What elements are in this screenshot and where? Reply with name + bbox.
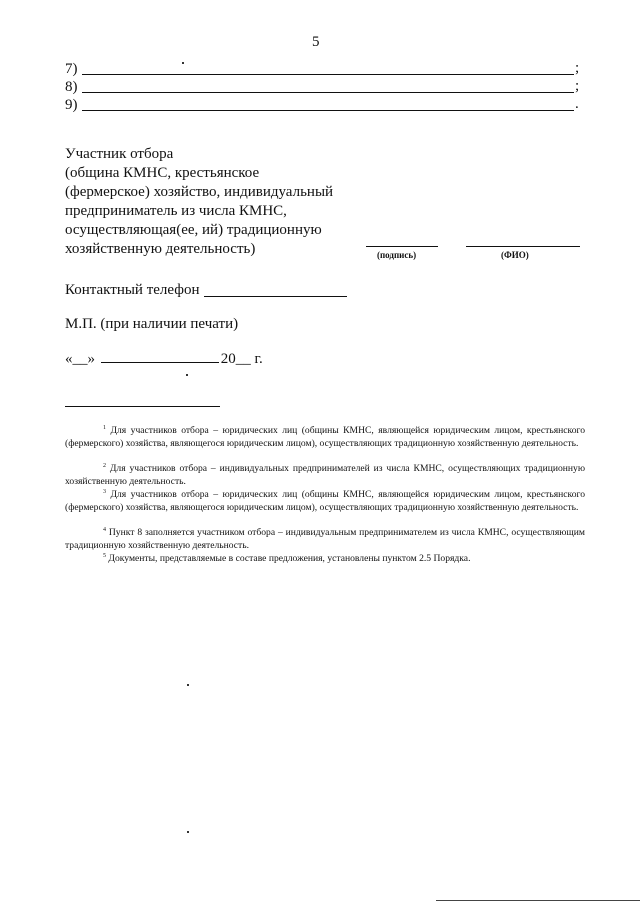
scan-edge-line	[436, 900, 640, 901]
participant-line: предприниматель из числа КМНС,	[65, 203, 287, 219]
item-number: 8)	[65, 79, 78, 95]
participant-line: хозяйственную деятельность)	[65, 241, 256, 257]
footnote-number: 2	[103, 462, 106, 469]
footnote	[65, 488, 585, 514]
scan-speck	[182, 62, 184, 64]
page-number: 5	[312, 34, 320, 50]
footnote	[65, 552, 585, 565]
footnote-number: 1	[103, 424, 106, 431]
date-open-quote: «	[65, 351, 73, 367]
item-terminator: .	[575, 96, 579, 112]
participant-line: Участник отбора	[65, 146, 174, 162]
fill-line	[82, 110, 574, 111]
date-year-suffix: г.	[254, 351, 263, 367]
footnote	[65, 424, 585, 450]
footnote-number: 4	[103, 526, 106, 533]
participant-line: (фермерское) хозяйство, индивидуальный	[65, 184, 334, 200]
footnote-separator	[65, 406, 220, 407]
signature-caption: (подпись)	[377, 250, 417, 260]
date-close-quote: »	[87, 351, 95, 367]
name-line	[466, 246, 580, 247]
footnote	[65, 462, 585, 488]
item-terminator: ;	[575, 60, 580, 76]
contact-phone-line	[204, 296, 347, 297]
date-line	[65, 350, 263, 368]
footnote-text: Для участников отбора – индивидуальных предпринимателей из числа КМНС, осуществляющих традиционную хозяйственную деятельность.	[65, 463, 585, 487]
stamp-label: М.П. (при наличии печати)	[65, 316, 239, 332]
scan-speck	[187, 831, 189, 833]
date-year-prefix: 20	[220, 351, 236, 367]
participant-block	[65, 145, 365, 259]
name-caption: (ФИО)	[501, 250, 529, 260]
footnote-number: 3	[103, 488, 106, 495]
footnote-number: 5	[103, 552, 106, 559]
footnote-text: Пункт 8 заполняется участником отбора – индивидуальным предпринимателем из числа КМНС, осуществляющим традиционную хозяйственную деятельность.	[65, 527, 585, 551]
item-number: 7)	[65, 61, 78, 77]
participant-line: (община КМНС, крестьянское	[65, 165, 260, 181]
footnote-text: Для участников отбора – юридических лиц (общины КМНС, являющейся юридическим лицом, крестьянского (фермерского) хозяйства, являющегося юридическим лицом), осуществляющих традиционную хозяйственную деятельность.	[65, 425, 585, 449]
scan-speck	[187, 684, 189, 686]
item-terminator: ;	[575, 78, 580, 94]
signature-line	[366, 246, 438, 247]
fill-line	[82, 74, 574, 75]
date-day-blank: __	[72, 351, 88, 367]
participant-line: осуществляющая(ее, ий) традиционную	[65, 222, 322, 238]
footnote-text: Документы, представляемые в составе предложения, установлены пунктом 2.5 Порядка.	[108, 553, 471, 564]
item-number: 9)	[65, 97, 78, 113]
scan-speck	[186, 374, 188, 376]
contact-phone-label: Контактный телефон	[65, 282, 200, 298]
footnote	[65, 526, 585, 552]
date-month-line	[101, 350, 219, 363]
footnote-text: Для участников отбора – юридических лиц (общины КМНС, являющейся юридическим лицом, крестьянского (фермерского) хозяйства, являющегося юридическим лицом), осуществляющих традиционную хозяйственную деятельность.	[65, 489, 585, 513]
date-year-blank: __	[235, 351, 251, 367]
fill-line	[82, 92, 574, 93]
